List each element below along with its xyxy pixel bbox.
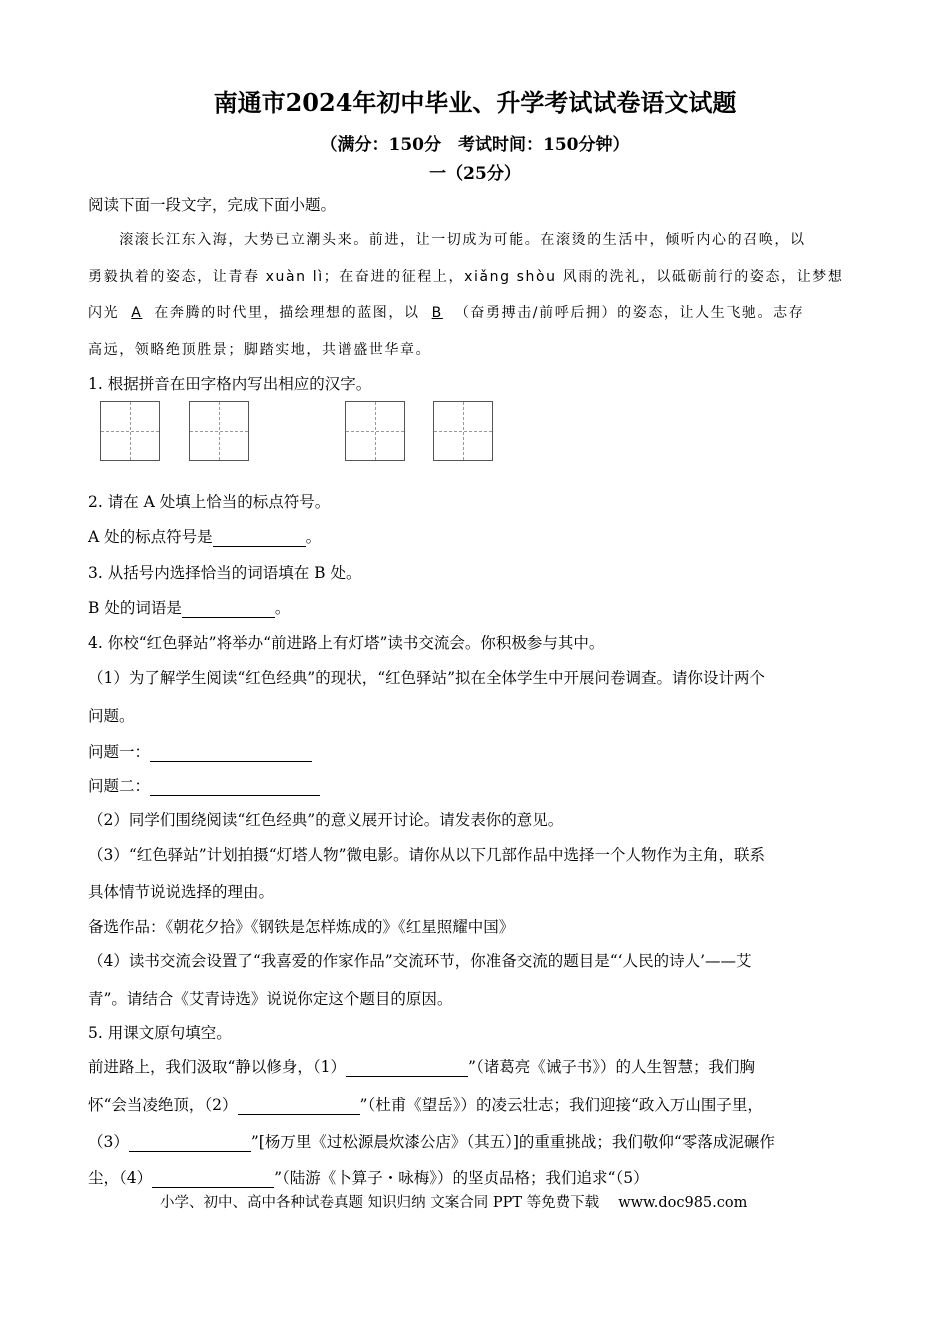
answer-blank[interactable] [346,1060,468,1077]
question-4-3-cont: 具体情节说说选择的理由。 [88,883,275,901]
question-4-4: （4）读书交流会设置了“我喜爱的作家作品”交流环节，你准备交流的题目是“‘人民的诗人’——艾 [88,952,752,970]
passage-line-1: 滚滚长江东入海，大势已立潮头来。前进，让一切成为可能。在滚烫的生活中，倾听内心的召唤，以 [88,232,806,248]
end-mark: 。 [274,599,291,617]
intro-instruction: 阅读下面一段文字，完成下面小题。 [88,196,337,214]
answer-blank[interactable] [152,1171,274,1188]
writing-grid-box[interactable] [433,401,493,461]
fill-text: 尘，（4） [88,1169,153,1187]
ask-label: 问题二： [88,777,151,795]
question-3: 3. 从括号内选择恰当的词语填在 B 处。 [88,564,362,582]
fill-text: ”（诸葛亮《诫子书》）的人生智慧；我们胸 [468,1058,755,1076]
passage-line-2: 勇毅执着的姿态，让青春 xuàn lì；在奋进的征程上，xiǎng shòu 风雨的洗礼，以砥砺前行的姿态，让梦想 [88,269,844,285]
answer-label: A 处的标点符号是 [88,528,213,546]
survey-question-1 [88,740,312,762]
answer-blank[interactable] [150,745,312,762]
answer-blank[interactable] [182,601,275,618]
question-4-2: （2）同学们围绕阅读“红色经典”的意义展开讨论。请发表你的意见。 [88,811,564,829]
writing-grid-box[interactable] [189,401,249,461]
question-5: 5. 用课文原句填空。 [88,1024,232,1042]
fill-line-2 [88,1093,763,1115]
passage-line-4: 高远，领略绝顶胜景；脚踏实地，共谱盛世华章。 [88,342,432,358]
passage-text: 闪光 [88,305,120,321]
writing-grid-box[interactable] [345,401,405,461]
answer-blank[interactable] [213,530,306,547]
blank-b: B [431,305,443,321]
answer-blank[interactable] [150,779,320,796]
question-4-3: （3）“红色驿站”计划拍摄“灯塔人物”微电影。请你从以下几部作品中选择一个人物作为主角，联系 [88,846,766,864]
question-4-1: （1）为了解学生阅读“红色经典”的现状，“红色驿站”拟在全体学生中开展问卷调查。请你设计两个 [88,669,766,687]
exam-info: （满分：150分 考试时间：150分钟） [320,135,630,155]
candidate-works: 备选作品：《朝花夕拾》《钢铁是怎样炼成的》《红星照耀中国》 [88,918,515,936]
passage-line-3 [88,302,860,322]
question-4: 4. 你校“红色驿站”将举办“前进路上有灯塔”读书交流会。你积极参与其中。 [88,634,605,652]
ask-label: 问题一： [88,743,151,761]
fill-text: 前进路上，我们汲取“静以修身，（1） [88,1058,347,1076]
end-mark: 。 [305,528,322,546]
question-4-1-cont: 问题。 [88,707,135,725]
question-4-4-cont: 青”。请结合《艾青诗选》说说你定这个题目的原因。 [88,990,453,1008]
fill-text: ”[杨万里《过松源晨炊漆公店》（其五）]的重重挑战；我们敬仰“零落成泥碾作 [250,1133,775,1151]
section-heading: 一（25分） [429,164,521,184]
question-2: 2. 请在 A 处填上恰当的标点符号。 [88,493,331,511]
fill-line-3 [88,1130,775,1152]
fill-text: （3） [88,1133,129,1151]
passage-text: （奋勇搏击/前呼后拥）的姿态，让人生飞驰。志存 [454,305,805,321]
fill-line-1 [88,1055,755,1077]
answer-line-b [88,596,290,618]
answer-blank[interactable] [238,1098,360,1115]
survey-question-2 [88,774,320,796]
passage-text: 在奔腾的时代里，描绘理想的蓝图，以 [154,305,420,321]
fill-line-4 [88,1166,649,1188]
question-1: 1. 根据拼音在田字格内写出相应的汉字。 [88,375,372,393]
page-title: 南通市2024年初中毕业、升学考试试卷语文试题 [213,88,737,117]
writing-grid-box[interactable] [100,401,160,461]
fill-text: ”（陆游《卜算子・咏梅》）的坚贞品格；我们追求“（5） [274,1169,649,1187]
fill-text: ”（杜甫《望岳》）的凌云壮志；我们迎接“政入万山围子里， [359,1096,763,1114]
blank-a: A [131,305,143,321]
footer-watermark: 小学、初中、高中各种试卷真题 知识归纳 文案合同 PPT 等免费下载 www.doc985.com [160,1195,748,1211]
answer-label: B 处的词语是 [88,599,182,617]
fill-text: 怀“会当凌绝顶，（2） [88,1096,238,1114]
answer-line-a [88,525,321,547]
answer-blank[interactable] [129,1135,251,1152]
